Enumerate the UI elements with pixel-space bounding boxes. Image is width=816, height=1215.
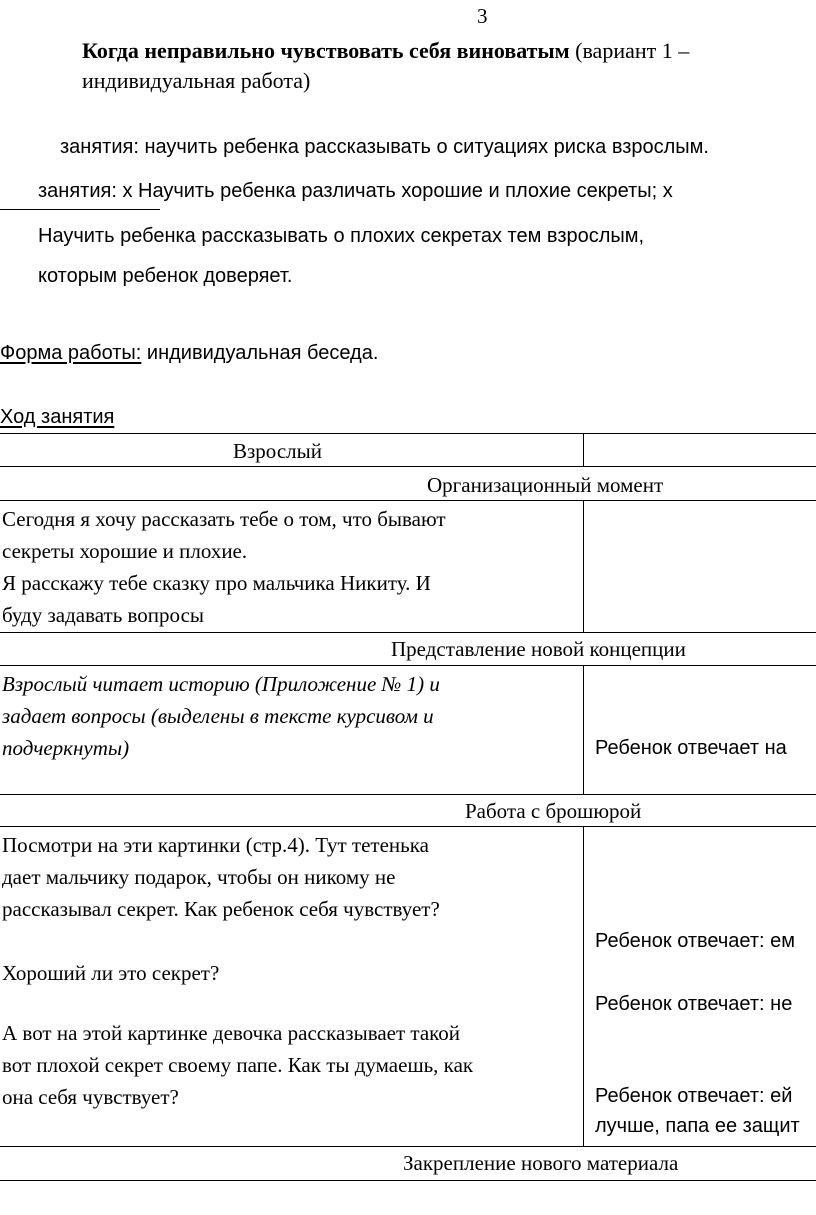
goal-line: занятия: научить ребенка рассказывать о ситуациях риска взрослым. <box>60 136 709 158</box>
section-brochure: Работа с брошюрой <box>465 799 642 823</box>
s2-child-answer: Ребенок отвечает на <box>595 737 787 759</box>
table-row-line <box>0 826 816 827</box>
section-new-concept: Представление новой концепции <box>391 637 686 661</box>
table-row-line <box>0 665 816 666</box>
s3-adult-line-2: дает мальчику подарок, чтобы он никому не <box>2 865 396 889</box>
lesson-heading: Ход занятия <box>0 406 115 428</box>
table-row-line <box>0 794 816 795</box>
title-bold: Когда неправильно чувствовать себя виноватым <box>82 38 570 63</box>
table-row-line <box>0 1180 816 1181</box>
s3-child-answer-4: лучше, папа ее защит <box>595 1115 800 1137</box>
s2-adult-line-2: задает вопросы (выделены в тексте курсивом и <box>2 704 434 728</box>
s3-child-answer-1: Ребенок отвечает: ем <box>595 930 796 952</box>
table-row-line <box>0 500 816 501</box>
tasks-line-2: Научить ребенка рассказывать о плохих секретах тем взрослым, <box>38 225 645 247</box>
form-value: индивидуальная беседа. <box>141 342 379 364</box>
table-border-top <box>0 433 816 434</box>
s1-adult-line-1: Сегодня я хочу рассказать тебе о том, что бывают <box>2 507 446 531</box>
s1-adult-line-3: Я расскажу тебе сказку про мальчика Никиту. И <box>2 571 431 595</box>
s3-adult-line-7: она себя чувствует? <box>2 1085 179 1109</box>
section-org-moment: Организационный момент <box>427 473 664 497</box>
table-column-divider <box>583 826 584 1146</box>
table-column-divider <box>583 665 584 794</box>
column-header-adult: Взрослый <box>233 439 322 463</box>
table-row-line <box>0 1146 816 1147</box>
section-reinforcement: Закрепление нового материала <box>403 1151 679 1175</box>
tasks-divider <box>0 209 160 210</box>
s3-adult-line-6: вот плохой секрет своему папе. Как ты думаешь, как <box>2 1053 474 1077</box>
s2-adult-line-1: Взрослый читает историю (Приложение № 1) и <box>2 672 440 696</box>
form-label: Форма работы: <box>0 342 142 364</box>
table-row-line <box>0 632 816 633</box>
s3-adult-line-5: А вот на этой картинке девочка рассказывает такой <box>2 1021 461 1045</box>
s3-adult-line-1: Посмотри на эти картинки (стр.4). Тут тетенька <box>2 833 429 857</box>
s3-child-answer-2: Ребенок отвечает: не <box>595 993 793 1015</box>
s3-child-answer-3: Ребенок отвечает: ей <box>595 1085 793 1107</box>
s3-adult-line-3: рассказывал секрет. Как ребенок себя чувствует? <box>2 897 440 921</box>
table-column-divider <box>583 433 584 466</box>
tasks-line-1: занятия: x Научить ребенка различать хорошие и плохие секреты; x <box>38 180 673 202</box>
title-rest-1: (вариант 1 – <box>569 38 690 63</box>
form-of-work <box>0 342 378 365</box>
page-number: 3 <box>477 4 488 28</box>
tasks-line-3: которым ребенок доверяет. <box>38 265 293 287</box>
s1-adult-line-4: буду задавать вопросы <box>2 603 205 627</box>
s3-adult-line-4: Хороший ли это секрет? <box>2 961 220 985</box>
table-header-bottom <box>0 466 816 467</box>
title-rest-2: индивидуальная работа) <box>82 68 311 93</box>
table-column-divider <box>583 500 584 632</box>
document-title <box>82 38 689 64</box>
s2-adult-line-3: подчеркнуты) <box>2 736 130 760</box>
s1-adult-line-2: секреты хорошие и плохие. <box>2 539 248 563</box>
